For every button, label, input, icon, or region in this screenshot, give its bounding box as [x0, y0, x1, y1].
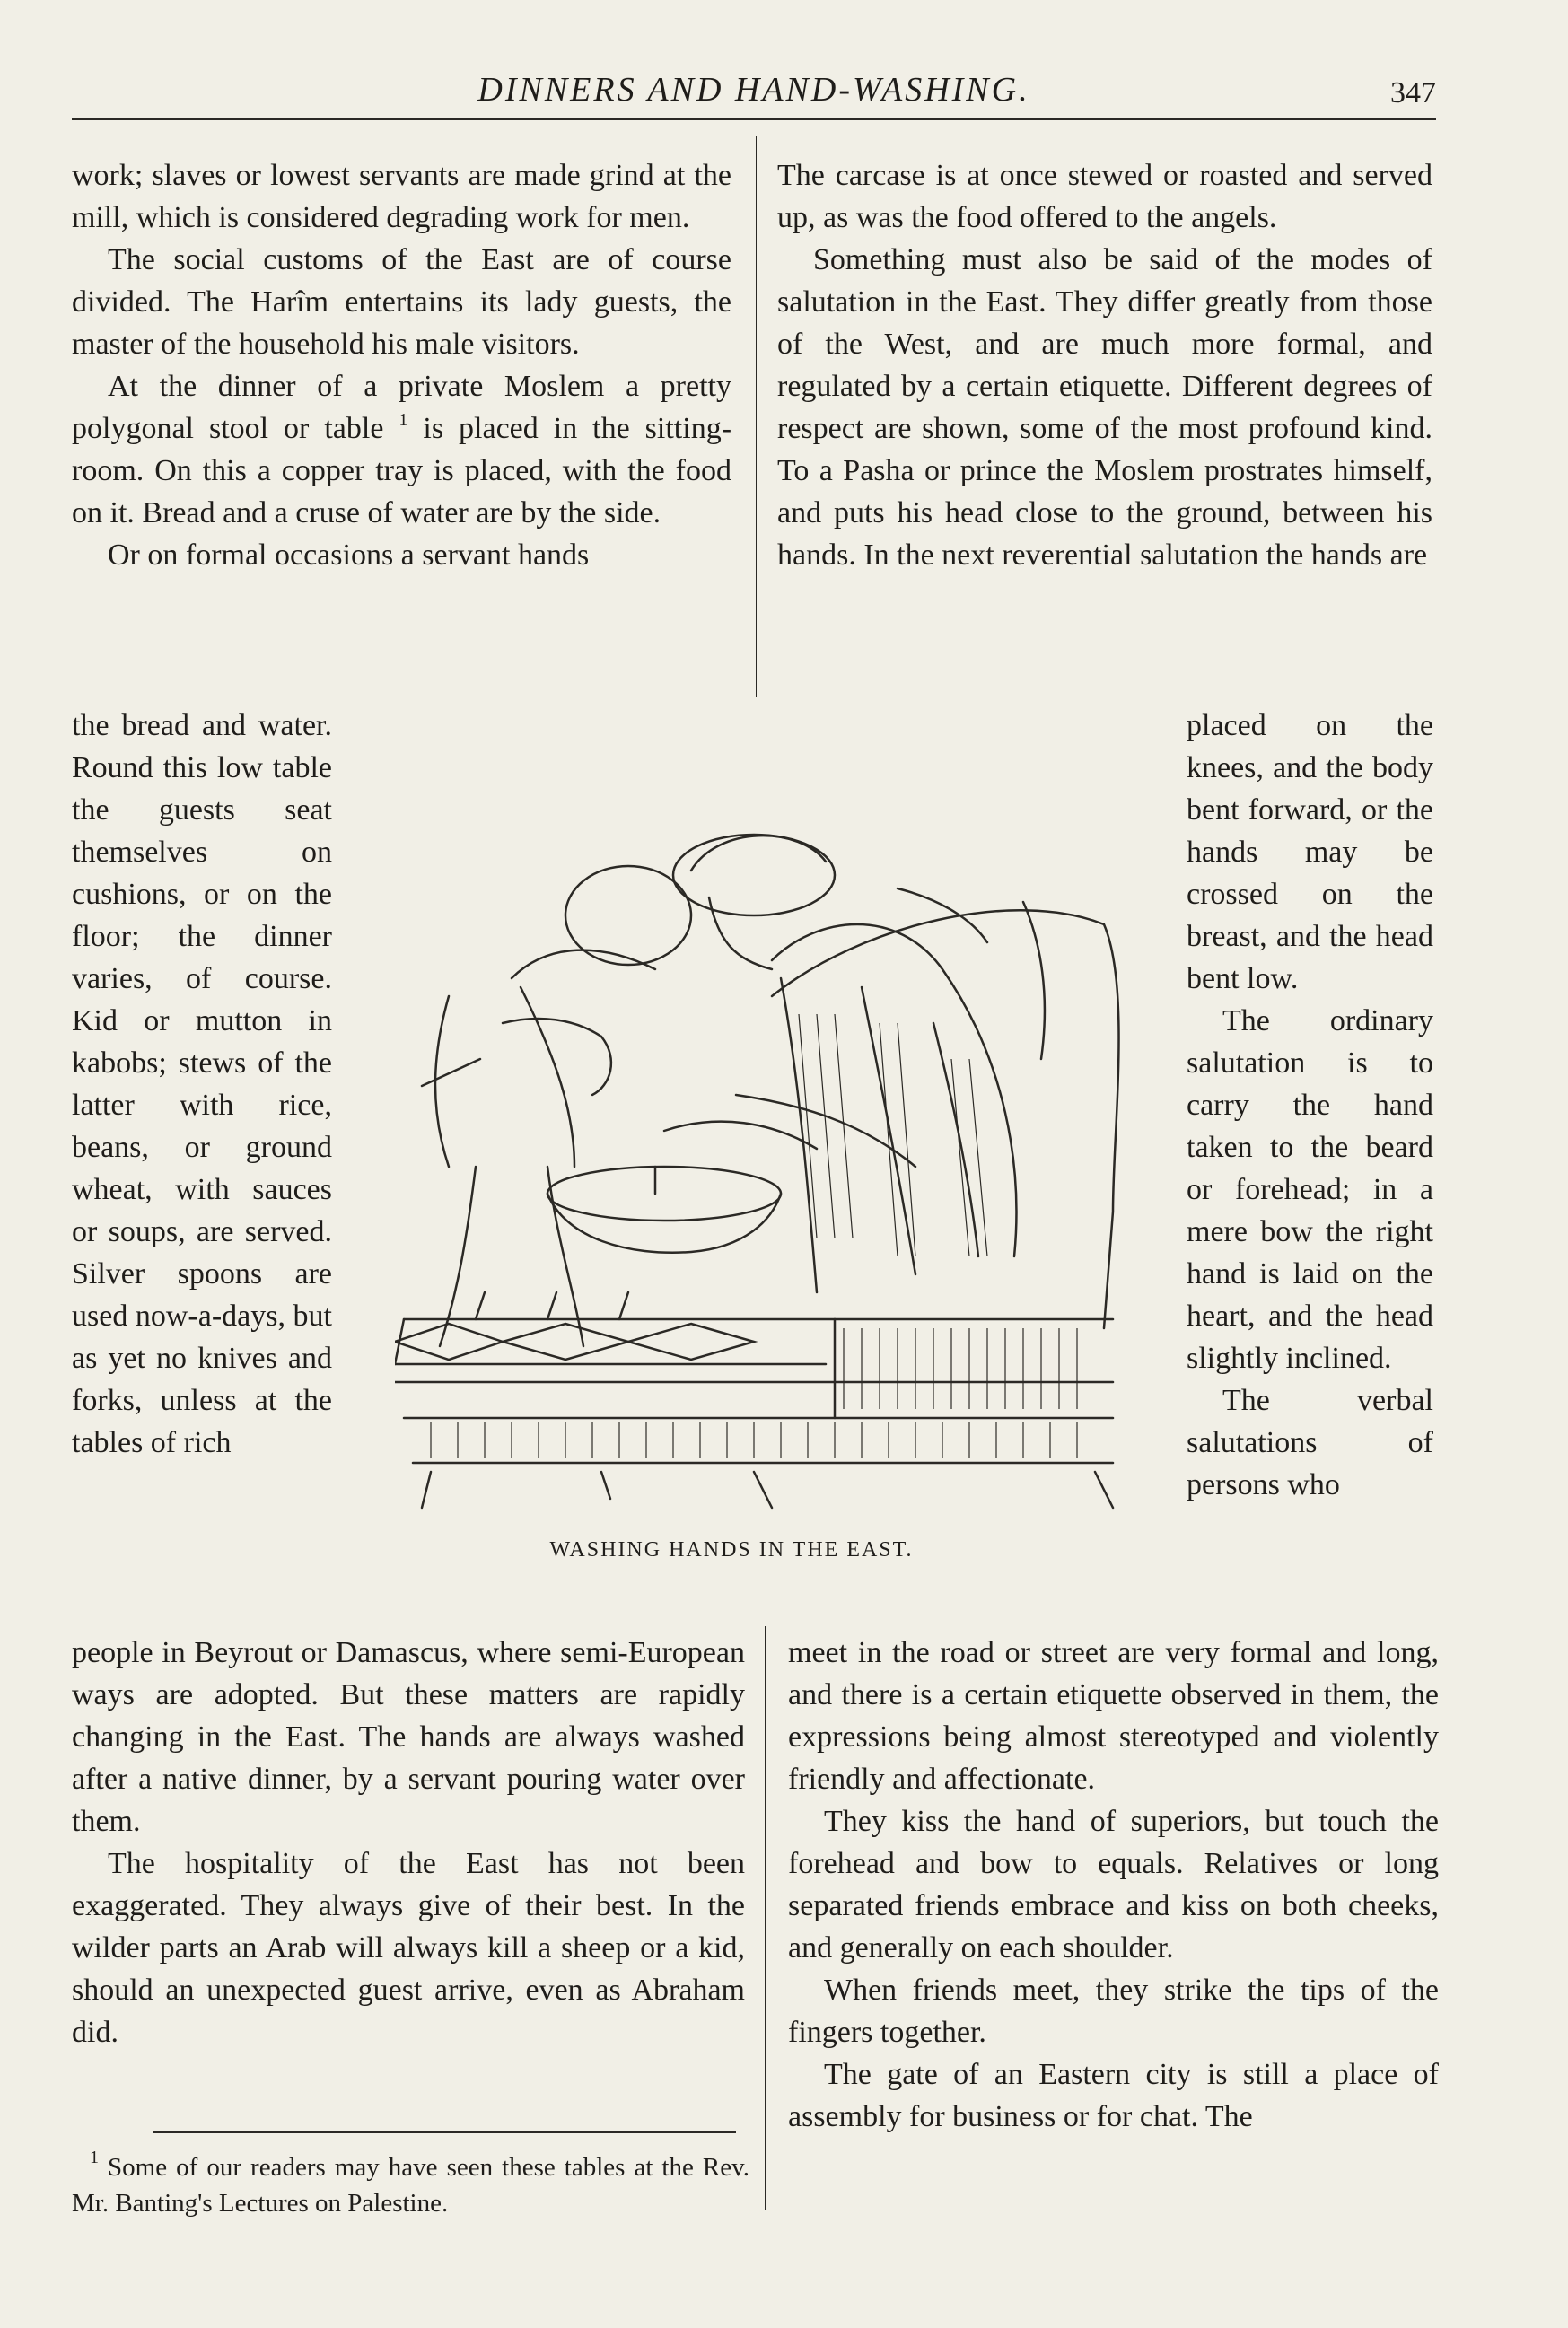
- header-rule: [72, 118, 1436, 120]
- paragraph: The hospitality of the East has not been exaggerated. They always give of their best. In the wilder parts an Arab will always kill a sheep or a kid, should an unexpected guest arrive, even as Abraham did.: [72, 1847, 745, 2049]
- paragraph: work; slaves or lowest servants are made grind at the mill, which is considered degrading work for men.: [72, 159, 731, 234]
- left-wrap-column: [72, 705, 332, 1464]
- paragraph: placed on the knees, and the body bent forward, or the hands may be crossed on the breast, and the head bent low.: [1187, 709, 1433, 995]
- footnote-marker: 1: [90, 2148, 99, 2167]
- right-column-top: [777, 154, 1432, 576]
- paragraph: The verbal salutations of persons who: [1187, 1384, 1433, 1501]
- paragraph: people in Beyrout or Damascus, where semi-European ways are adopted. But these matters are rapidly changing in the East. The hands are always washed after a native dinner, by a servant pouring water over them.: [72, 1636, 745, 1838]
- paragraph: the bread and water. Round this low table the guests seat themselves on cushions, or on the floor; the dinner varies, of course. Kid or mutton in kabobs; stews of the latter with rice, beans, or ground wheat, with sauces or soups, are served. Silver spoons are used now-a-days, but as yet no knives and forks, unless at the tables of rich: [72, 709, 332, 1459]
- paragraph: The social customs of the East are of course divided. The Harîm entertains its lady guests, the master of the household his male visitors.: [72, 243, 731, 361]
- right-column-bottom: [788, 1632, 1439, 2138]
- washing-hands-engraving: [395, 790, 1140, 1535]
- page-header: [72, 63, 1436, 117]
- footnote-text: $^1$ Some of our readers may have seen these tables at the Rev. Mr. Banting's Lectures on Palestine.: [72, 2148, 749, 2218]
- left-column-top: [72, 154, 731, 576]
- footnote-rule: [153, 2131, 736, 2133]
- paragraph: Something must also be said of the modes of salutation in the East. They differ greatly from those of the West, and are much more formal, and regulated by a certain etiquette. Different degrees of respect are shown, some of the most profound kind. To a Pasha or prince the Moslem prostrates himself, and puts his head close to the ground, between his hands. In the next reverential salutation the hands are: [777, 243, 1432, 572]
- paragraph: meet in the road or street are very formal and long, and there is a certain etiquette observed in them, the expressions being almost stereotyped and violently friendly and affectionate.: [788, 1636, 1439, 1796]
- right-wrap-column: [1187, 705, 1433, 1506]
- footnote-reference: 1: [399, 410, 408, 430]
- paragraph: The ordinary salutation is to carry the hand taken to the beard or forehead; in a mere bow the right hand is laid on the heart, and the head slightly inclined.: [1187, 1004, 1433, 1375]
- paragraph: When friends meet, they strike the tips of the fingers together.: [788, 1974, 1439, 2049]
- column-divider-bottom: [765, 1626, 766, 2210]
- paragraph: The gate of an Eastern city is still a place of assembly for business or for chat. The: [788, 2058, 1439, 2133]
- footnote: [72, 2149, 749, 2221]
- figure-caption: WASHING HANDS IN THE EAST.: [549, 1538, 914, 1562]
- paragraph: Or on formal occasions a servant hands: [108, 538, 590, 572]
- column-divider-top: [756, 136, 757, 697]
- page-number: 347: [1390, 76, 1436, 109]
- left-column-bottom: [72, 1632, 745, 2053]
- paragraph: The carcase is at once stewed or roasted and served up, as was the food offered to the angels.: [777, 159, 1432, 234]
- running-title: DINNERS AND HAND-WASHING.: [477, 71, 1030, 109]
- paragraph: At the dinner of a private Moslem a pretty polygonal stool or table $^1$ is placed in the sitting-room. On this a copper tray is placed, with the food on it. Bread and a cruse of water are by the side.: [72, 370, 732, 529]
- paragraph: They kiss the hand of superiors, but touch the forehead and bow to equals. Relatives or long separated friends embrace and kiss on both cheeks, and generally on each shoulder.: [788, 1805, 1439, 1965]
- illustration: [395, 790, 1140, 1535]
